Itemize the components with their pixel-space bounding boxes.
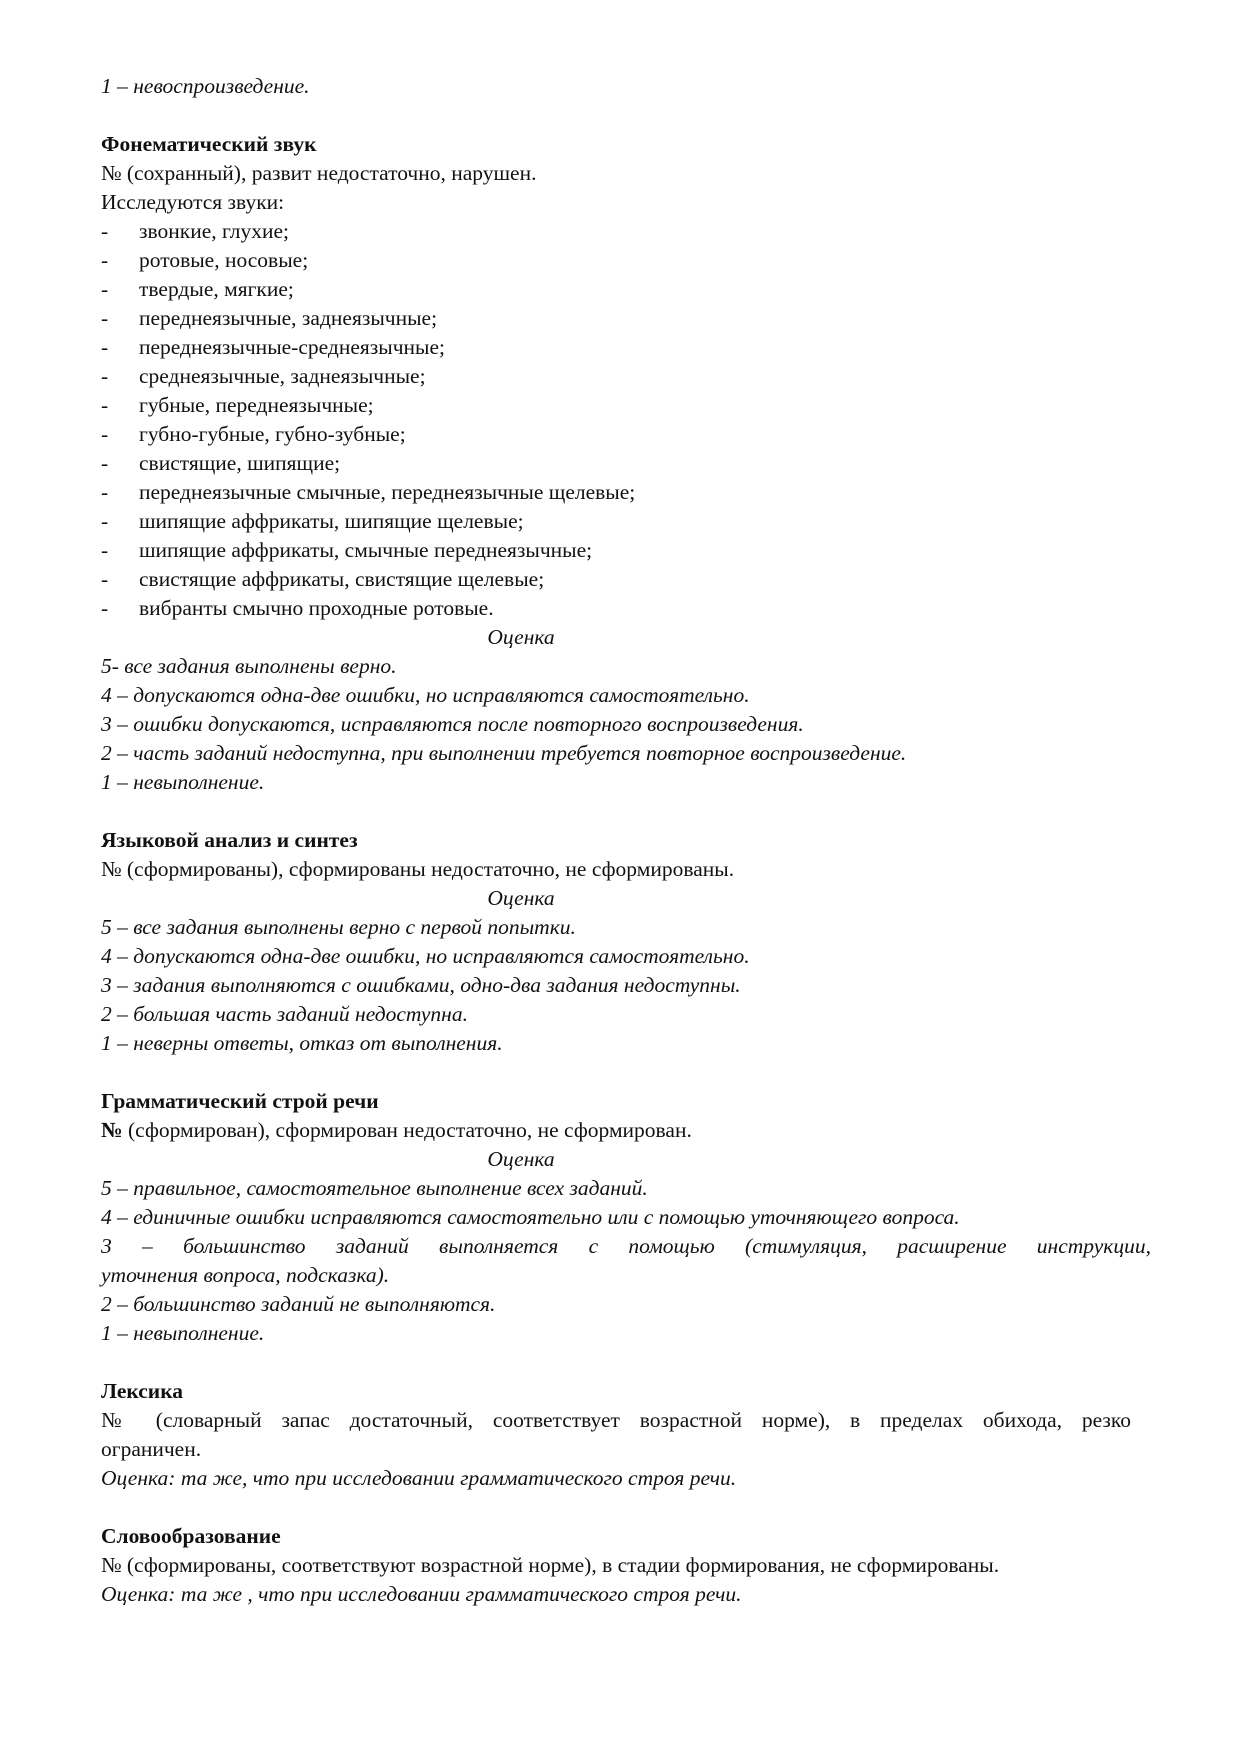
grade-label: Оценка (487, 625, 555, 649)
grade-line: 1 – неверны ответы, отказ от выполнения. (101, 1031, 503, 1055)
grade-line: 1 – невыполнение. (101, 770, 265, 794)
list-item: - переднеязычные смычные, переднеязычные щелевые; (101, 480, 636, 504)
list-item: - вибранты смычно проходные ротовые. (101, 596, 494, 620)
section-title: Языковой анализ и синтез (101, 828, 358, 852)
list-item: - шипящие аффрикаты, смычные переднеязычные; (101, 538, 593, 562)
grade-note: Оценка: та же , что при исследовании грамматического строя речи. (101, 1582, 742, 1606)
grade-line: 3 – большинство заданий выполняется с помощью (стимуляция, расширение инструкции, (101, 1234, 1151, 1258)
list-item: - свистящие аффрикаты, свистящие щелевые; (101, 567, 545, 591)
spacer (101, 797, 1151, 826)
section-title: Фонематический звук (101, 132, 317, 156)
spacer (101, 101, 1151, 130)
grade-label: Оценка (487, 1147, 555, 1171)
section-grammar (101, 1087, 1151, 1348)
section-status-continued: ограничен. (101, 1437, 202, 1461)
spacer (101, 1058, 1151, 1087)
list-item: - твердые, мягкие; (101, 277, 294, 301)
section-language-analysis (101, 826, 1151, 1058)
section-status: № (сформированы), сформированы недостаточно, не сформированы. (101, 857, 735, 881)
section-intro: Исследуются звуки: (101, 190, 285, 214)
spacer (101, 1348, 1151, 1377)
section-title: Словообразование (101, 1524, 281, 1548)
grade-line: 1 – невыполнение. (101, 1321, 265, 1345)
grade-line-continued: уточнения вопроса, подсказка). (101, 1263, 390, 1287)
grade-line: 4 – единичные ошибки исправляются самостоятельно или с помощью уточняющего вопроса. (101, 1205, 960, 1229)
list-item: - среднеязычные, заднеязычные; (101, 364, 426, 388)
list-item: - ротовые, носовые; (101, 248, 309, 272)
list-item: - переднеязычные, заднеязычные; (101, 306, 438, 330)
status-text: (сформирован), сформирован недостаточно, не сформирован. (122, 1118, 692, 1142)
document-page (101, 72, 1151, 1609)
list-item: - свистящие, шипящие; (101, 451, 341, 475)
section-status: № (сохранный), развит недостаточно, нарушен. (101, 161, 537, 185)
grade-line: 3 – ошибки допускаются, исправляются после повторного воспроизведения. (101, 712, 804, 736)
section-lexicon (101, 1377, 1151, 1493)
grade-line: 5- все задания выполнены верно. (101, 654, 397, 678)
grade-line: 5 – все задания выполнены верно с первой попытки. (101, 915, 576, 939)
section-title: Лексика (101, 1379, 184, 1403)
grade-line: 4 – допускаются одна-две ошибки, но исправляются самостоятельно. (101, 944, 750, 968)
grade-note: Оценка: та же, что при исследовании грамматического строя речи. (101, 1466, 737, 1490)
grade-line: 4 – допускаются одна-две ошибки, но исправляются самостоятельно. (101, 683, 750, 707)
section-word-formation (101, 1522, 1151, 1609)
grade-line: 2 – большинство заданий не выполняются. (101, 1292, 496, 1316)
spacer (101, 1493, 1151, 1522)
list-item: - губные, переднеязычные; (101, 393, 374, 417)
grade-line: 2 – большая часть заданий недоступна. (101, 1002, 468, 1026)
grade-line: 5 – правильное, самостоятельное выполнение всех заданий. (101, 1176, 648, 1200)
section-status: № (словарный запас достаточный, соответствует возрастной норме), в пределах обихода, резко (101, 1408, 1131, 1432)
list-item: - губно-губные, губно-зубные; (101, 422, 406, 446)
grade-line: 3 – задания выполняются с ошибками, одно-два задания недоступны. (101, 973, 741, 997)
number-sign: № (101, 1118, 123, 1142)
grade-label: Оценка (487, 886, 555, 910)
list-item: - звонкие, глухие; (101, 219, 289, 243)
top-grade-line: 1 – невоспроизведение. (101, 74, 310, 98)
list-item: - переднеязычные-среднеязычные; (101, 335, 445, 359)
sound-list (101, 217, 1151, 623)
section-title: Грамматический строй речи (101, 1089, 379, 1113)
list-item: - шипящие аффрикаты, шипящие щелевые; (101, 509, 524, 533)
grade-line: 2 – часть заданий недоступна, при выполнении требуется повторное воспроизведение. (101, 741, 907, 765)
section-status: № (сформированы, соответствуют возрастной норме), в стадии формирования, не сформированы. (101, 1553, 1000, 1577)
section-phonematic (101, 130, 1151, 797)
section-status (101, 1116, 1151, 1145)
